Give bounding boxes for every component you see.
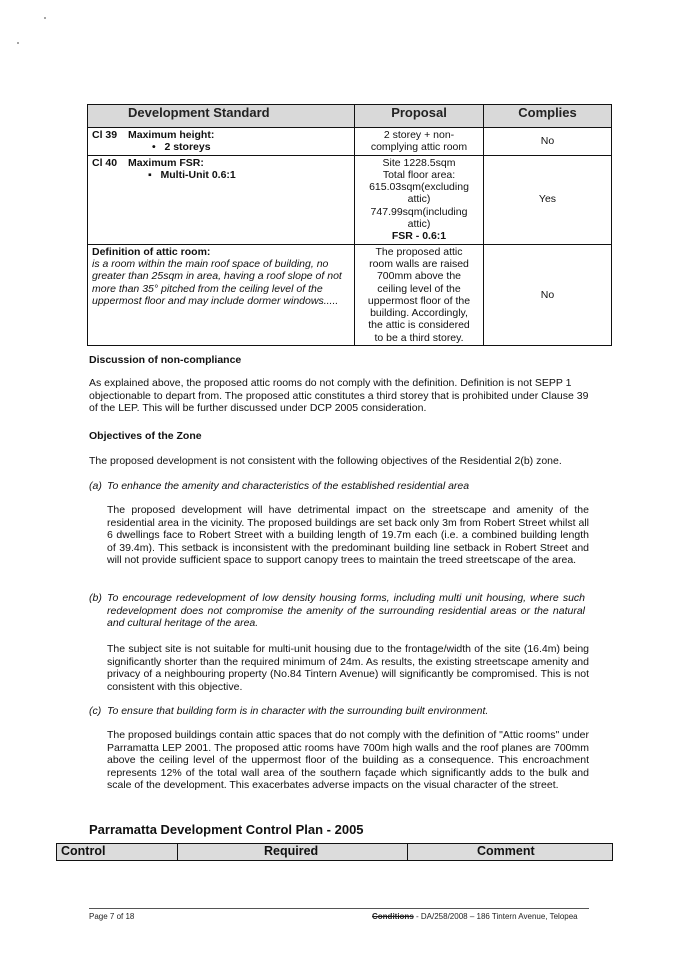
proposal-line: ceiling level of the — [377, 282, 461, 295]
reference-text: - DA/258/2008 – 186 Tintern Avenue, Telopea — [413, 912, 578, 921]
complies-cell: Yes — [484, 155, 612, 244]
objective-text: To enhance the amenity and characteristics of the established residential area — [107, 480, 470, 492]
standard-cell — [88, 244, 355, 345]
complies-cell: No — [484, 128, 612, 156]
proposal-line: 747.99sqm(including — [370, 205, 468, 218]
definition-heading: Definition of attic room: — [92, 245, 211, 258]
proposal-line: FSR - 0.6:1 — [391, 230, 447, 243]
standard-heading: Maximum FSR: — [128, 156, 204, 169]
proposal-cell — [355, 155, 484, 244]
objectives-heading: Objectives of the Zone — [89, 430, 202, 442]
table-row — [88, 244, 612, 345]
objective-text: To encourage redevelopment of low density housing forms, including multi unit housing, where such redevelopment does not compromise the amenity of the surrounding residential areas or the natural and cultural heritage of the area. — [107, 592, 585, 630]
proposal-line: attic) — [407, 218, 431, 231]
objective-label: (a) — [89, 480, 102, 492]
struck-word: Conditions — [372, 912, 414, 921]
proposal-line: 700mm above the — [376, 270, 462, 283]
objective-item — [89, 705, 589, 718]
proposal-line: attic) — [407, 193, 431, 206]
development-standards-table — [87, 104, 612, 346]
footer-reference — [372, 912, 578, 921]
bullet-marker: • — [152, 141, 156, 154]
header-proposal: Proposal — [355, 105, 484, 128]
standard-sub: Multi-Unit 0.6:1 — [160, 168, 236, 181]
objective-label: (b) — [89, 592, 102, 604]
column-divider — [407, 844, 408, 860]
proposal-line: the attic is considered — [368, 319, 470, 332]
page-number: Page 7 of 18 — [89, 912, 135, 921]
dcp-heading: Parramatta Development Control Plan - 2005 — [89, 822, 364, 837]
dcp-col-comment: Comment — [477, 844, 535, 858]
standard-sub: 2 storeys — [164, 141, 211, 154]
scan-speck — [17, 42, 19, 44]
proposal-line: 615.03sqm(excluding — [369, 181, 469, 194]
proposal-line: building. Accordingly, — [370, 307, 468, 320]
proposal-line: room walls are raised — [369, 257, 469, 270]
table-row — [88, 155, 612, 244]
objectives-intro: The proposed development is not consistent with the following objectives of the Residential 2(b) zone. — [89, 455, 562, 467]
clause-number: Cl 39 — [92, 129, 118, 141]
standard-cell — [88, 128, 355, 156]
proposal-line: 2 storey + non- — [383, 129, 455, 141]
objective-item — [89, 592, 589, 630]
column-divider — [177, 844, 178, 860]
dcp-col-control: Control — [61, 844, 106, 858]
standard-heading: Maximum height: — [128, 129, 215, 141]
header-complies: Complies — [484, 105, 612, 128]
clause-number: Cl 40 — [92, 156, 118, 169]
proposal-line: Total floor area: — [382, 168, 456, 181]
footer-rule — [89, 908, 589, 909]
proposal-cell — [355, 244, 484, 345]
objective-discussion: The subject site is not suitable for multi-unit housing due to the frontage/width of the site (16.4m) being significantly shorter than the required minimum of 24m. As results, the existing streetscape amenity and privacy of a neighbouring property (No.84 Tintern Avenue) will significantly be compromised. This is not consistent with this objective. — [107, 643, 589, 693]
discussion-heading: Discussion of non-compliance — [89, 354, 242, 366]
scan-speck — [44, 17, 46, 19]
definition-text: is a room within the main roof space of building, no greater than 25sqm in area, having a roof slope of not more than 35° pitched from the ceiling level of the uppermost floor and may include dormer windows..... — [92, 257, 342, 307]
table-header-row — [88, 105, 612, 128]
complies-cell: No — [484, 244, 612, 345]
objective-discussion: The proposed buildings contain attic spaces that do not comply with the definition of "Attic rooms" under Parramatta LEP 2001. The proposed attic rooms have 700m high walls and the roof planes are 700mm above the ceiling level of the uppermost floor of the building as a consequence. This encroachment represents 12% of the total wall area of the southern façade which significantly adds to the bulk and scale of the development. This exacerbates adverse impacts on the visual character of the street. — [107, 729, 589, 792]
header-development-standard: Development Standard — [88, 105, 355, 128]
dcp-col-required: Required — [264, 844, 319, 858]
objective-text: To ensure that building form is in character with the surrounding built environment. — [107, 705, 489, 717]
objective-item — [89, 480, 589, 493]
proposal-line: uppermost floor of the — [367, 294, 471, 307]
objective-discussion: The proposed development will have detrimental impact on the streetscape and amenity of the residential area in the vicinity. The proposed buildings are set back only 3m from Robert Street whilst all 6 dwellings face to Robert Street with a building length of 19.7m each (i.e. a combined building length of 39.4m). This setback is inconsistent with the predominant building line setback in Robert Street and will not provide sufficient space to support canopy trees to maintain the treed streetscape of the area. — [107, 504, 589, 567]
proposal-line: The proposed attic — [375, 245, 463, 258]
proposal-cell — [355, 128, 484, 156]
dcp-table-header — [56, 843, 613, 861]
proposal-line: Site 1228.5sqm — [382, 156, 456, 169]
discussion-paragraph: As explained above, the proposed attic rooms do not comply with the definition. Definition is not SEPP 1 objectionable to depart from. The proposed attic constitutes a third storey that is prohibited under Clause 39 of the LEP. This will be further discussed under DCP 2005 consideration. — [89, 377, 589, 415]
proposal-line: to be a third storey. — [374, 331, 464, 344]
proposal-line: complying attic room — [370, 141, 468, 154]
objective-label: (c) — [89, 705, 102, 717]
bullet-marker: ▪ — [148, 168, 152, 181]
standard-cell — [88, 155, 355, 244]
table-row — [88, 128, 612, 156]
